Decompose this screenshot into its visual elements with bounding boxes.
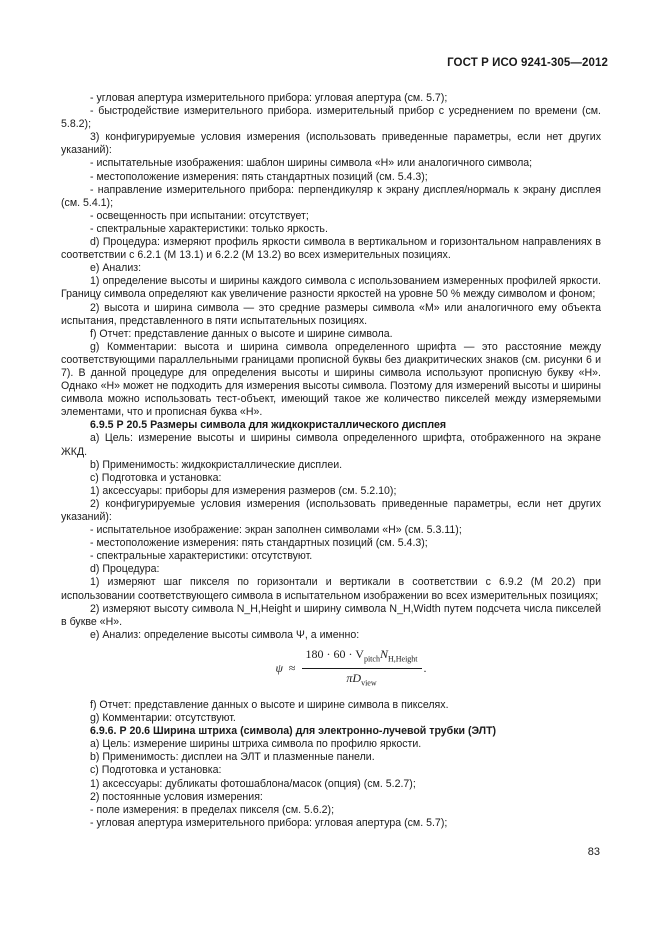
paragraph: d) Процедура: xyxy=(90,563,160,576)
paragraph: - испытательные изображения: шаблон ширины символа «Н» или аналогичного символа; xyxy=(90,157,533,170)
paragraph: f) Отчет: представление данных о высоте и ширине символа в пикселях. xyxy=(90,698,449,711)
paragraph: - местоположение измерения: пять стандартных позиций (см. 5.4.3); xyxy=(90,537,428,550)
page-number: 83 xyxy=(587,846,600,858)
paragraph: - поле измерения: в пределах пикселя (см. 5.6.2); xyxy=(90,803,335,816)
paragraph: - освещенность при испытании: отсутствует; xyxy=(90,209,309,222)
paragraph: 2) постоянные условия измерения: xyxy=(90,790,263,803)
paragraph: - направление измерительного прибора: перпендикуляр к экрану дисплея/нормаль к экрану дисплея (см. 5.4.1); xyxy=(61,183,601,209)
document-header: ГОСТ Р ИСО 9241-305—2012 xyxy=(447,57,608,69)
paragraph: g) Комментарии: высота и ширина символа определенного шрифта — это расстояние между соответствующими параллельными границами прописной буквы без диакритических знаков (см. рисунки 6 и 7). В данной процедуре для определения высоты и ширины символа используют прописную букву «Н». Однако «Н» может не подходить для измерения высоты символа. Поэтому для измерений высоты и ширины символа можно использовать тест-объект, имеющий такое же количество пикселей между измеряемыми элементами, что и прописная буква «Н». xyxy=(61,340,601,419)
document-body xyxy=(61,92,601,830)
formula-approx: ≈ xyxy=(288,661,296,676)
paragraph: 3) конфигурируемые условия измерения (использовать приведенные параметры, если нет других указаний): xyxy=(61,131,601,157)
paragraph: 1) аксессуары: приборы для измерения размеров (см. 5.2.10); xyxy=(90,484,397,497)
formula-end: . xyxy=(423,661,427,676)
formula-fraction xyxy=(302,648,422,690)
paragraph: - испытательное изображение: экран заполнен символами «Н» (см. 5.3.11); xyxy=(90,524,462,537)
paragraph: с) Подготовка и установка: xyxy=(90,471,222,484)
paragraph: е) Анализ: xyxy=(90,262,142,275)
paragraph: 1) определение высоты и ширины каждого символа с использованием измеренных профилей яркости. Границу символа определяют как увеличение разности яркостей на уровне 50 % между символом и фоном; xyxy=(61,275,601,301)
formula-lhs: ψ xyxy=(275,661,283,676)
paragraph: 2) высота и ширина символа — это средние размеры символа «М» или аналогичного ему объекта испытания, представленного в пяти испытательных позициях. xyxy=(61,301,601,327)
paragraph: 2) конфигурируемые условия измерения (использовать приведенные параметры, если нет других указаний): xyxy=(61,497,601,523)
paragraph: - угловая апертура измерительного прибора: угловая апертура (см. 5.7); xyxy=(90,816,448,829)
formula-numerator: $180 \cdot 60 \cdot V_{pitch}N_{H,Height}$ xyxy=(302,648,422,669)
paragraph: 1) аксессуары: дубликаты фотошаблона/масок (опция) (см. 5.2.7); xyxy=(90,777,416,790)
paragraph: f) Отчет: представление данных о высоте и ширине символа. xyxy=(90,327,393,340)
paragraph: g) Комментарии: отсутствуют. xyxy=(90,712,236,725)
paragraph: - быстродействие измерительного прибора. измерительный прибор с усреднением по времени (см. 5.8.2); xyxy=(61,105,601,131)
paragraph: е) Анализ: определение высоты символа Ψ, а именно: xyxy=(90,628,360,641)
section-heading: 6.9.5 Р 20.5 Размеры символа для жидкокристаллического дисплея xyxy=(90,419,447,432)
paragraph: с) Подготовка и установка: xyxy=(90,764,222,777)
paragraph: - угловая апертура измерительного прибора: угловая апертура (см. 5.7); xyxy=(90,92,448,104)
paragraph: b) Применимость: дисплеи на ЭЛТ и плазменные панели. xyxy=(90,751,375,764)
formula-denominator: $\pi D_{view}$ xyxy=(346,671,377,688)
paragraph: 1) измеряют шаг пикселя по горизонтали и вертикали в соответствии с 6.9.2 (М 20.2) при использовании соответствующего символа в испытательном изображении во всех измерительных позициях; xyxy=(61,576,601,602)
paragraph: 2) измеряют высоту символа N_H,Height и ширину символа N_H,Width путем подсчета числа пикселей в букве «Н». xyxy=(61,602,601,628)
paragraph: - спектральные характеристики: только яркость. xyxy=(90,222,328,235)
paragraph: а) Цель: измерение ширины штриха символа по профилю яркости. xyxy=(90,738,422,751)
paragraph: а) Цель: измерение высоты и ширины символа определенного шрифта, отображенного на экране ЖКД. xyxy=(61,432,601,458)
paragraph: b) Применимость: жидкокристаллические дисплеи. xyxy=(90,458,343,471)
paragraph: - местоположение измерения: пять стандартных позиций (см. 5.4.3); xyxy=(90,170,428,183)
section-heading: 6.9.6. Р 20.6 Ширина штриха (символа) для электронно-лучевой трубки (ЭЛТ) xyxy=(90,725,497,738)
paragraph: d) Процедура: измеряют профиль яркости символа в вертикальном и горизонтальном направлениях в соответствии с 6.2.1 (М 13.1) и 6.2.2 (М 13.2) во всех измерительных позициях. xyxy=(61,236,601,262)
formula xyxy=(61,645,601,693)
paragraph: - спектральные характеристики: отсутствуют. xyxy=(90,550,313,563)
